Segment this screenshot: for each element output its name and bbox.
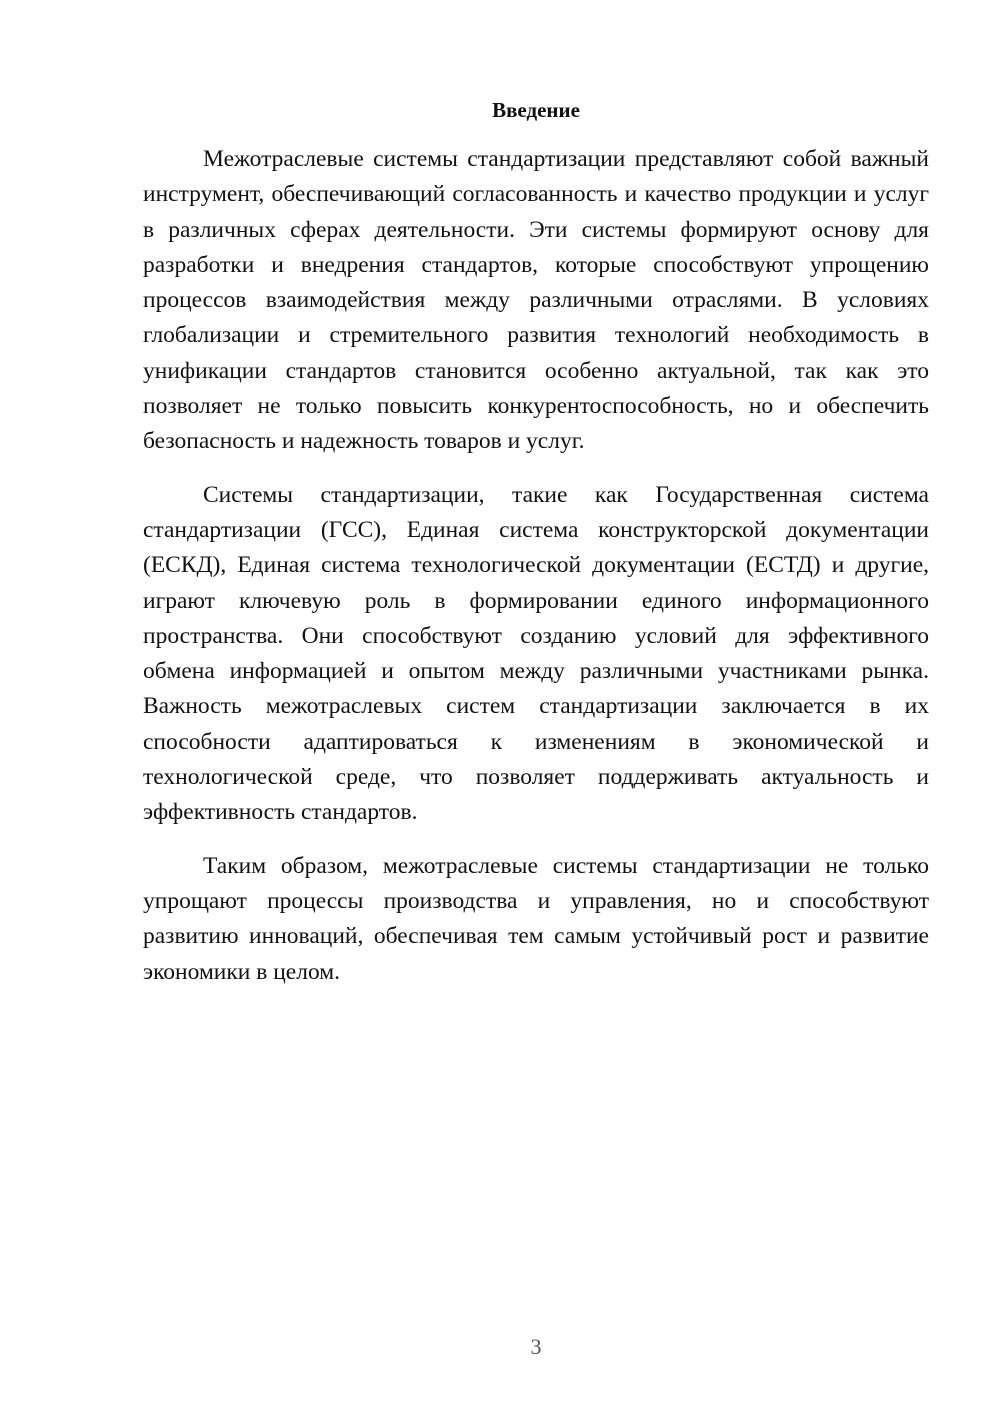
page-content: [143, 93, 929, 990]
paragraph-2: Системы стандартизации, такие как Государственная система стандартизации (ГСС), Единая система конструкторской документации (ЕСКД), Единая система технологической документации (ЕСТД) и другие, играют ключевую роль в формировании единого информационного пространства. Они способствуют созданию условий для эффективного обмена информацией и опытом между различными участниками рынка. Важность межотраслевых систем стандартизации заключается в их способности адаптироваться к изменениям в экономической и технологической среде, что позволяет поддерживать актуальность и эффективность стандартов.: [143, 481, 929, 826]
page-number: 3: [530, 1334, 542, 1359]
paragraph-3: Таким образом, межотраслевые системы стандартизации не только упрощают процессы производства и управления, но и способствуют развитию инноваций, обеспечивая тем самым устойчивый рост и развитие экономики в целом.: [143, 852, 929, 985]
section-title: Введение: [492, 98, 580, 122]
paragraph-1: Межотраслевые системы стандартизации представляют собой важный инструмент, обеспечивающий согласованность и качество продукции и услуг в различных сферах деятельности. Эти системы формируют основу для разработки и внедрения стандартов, которые способствуют упрощению процессов взаимодействия между различными отраслями. В условиях глобализации и стремительного развития технологий необходимость в унификации стандартов становится особенно актуальной, так как это позволяет не только повысить конкурентоспособность, но и обеспечить безопасность и надежность товаров и услуг.: [143, 146, 929, 455]
